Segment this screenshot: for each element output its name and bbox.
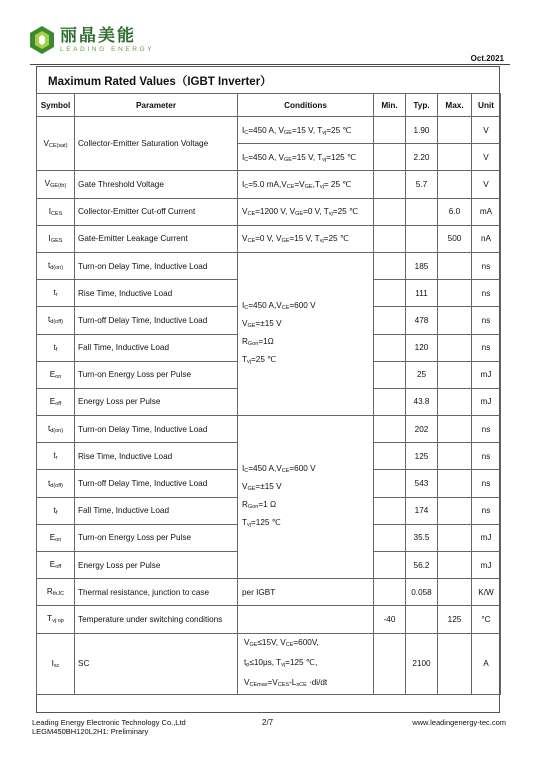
footer-left [32,718,186,736]
symbol-cell: $R_{thJC}$ [37,579,75,606]
symbol-cell: $I_{sc}$ [37,633,75,694]
unit-cell: ns [472,280,501,307]
col-min: Min. [374,94,406,117]
cond-cell: $I_C=5.0$ $mA,V_{CE}=V_{GE},T_{vj}= 25$ ℃ [238,171,374,198]
param-cell: Fall Time, Inductive Load [75,334,238,361]
cond-cell: $V_{GE}\le 15V$, $V_{CE}=600V$, $t_p\le 10\mu s$, $T_{vj}=125$ ℃, $V_{CEmax}=V_{CES}-L_{sCE} \cdot di/dt$ [238,633,374,694]
symbol-cell: $T_{vj op}$ [37,606,75,633]
table-row [37,416,501,443]
table-row [37,225,501,252]
typ-cell: 185 [406,252,438,279]
document-date: Oct.2021 [470,54,504,63]
logo-cn-text: 丽晶美能 [60,25,136,45]
unit-cell: A [472,633,501,694]
unit-cell: mJ [472,552,501,579]
cond-cell: $I_C=450$ $A,V_{CE}=600$ V $V_{GE}=\pm 15$ V $R_{Gon}=1$ Ω $T_{vj}=125$ ℃ [238,416,374,579]
max-cell: 500 [438,225,472,252]
page-number: 2/7 [262,718,274,727]
unit-cell: V [472,171,501,198]
col-typ: Typ. [406,94,438,117]
param-cell: Energy Loss per Pulse [75,552,238,579]
typ-cell: 35.5 [406,524,438,551]
footer-company: Leading Energy Electronic Technology Co.,Ltd [32,718,186,727]
company-logo [30,26,154,54]
unit-cell: ns [472,307,501,334]
table-row [37,579,501,606]
typ-cell: 0.058 [406,579,438,606]
unit-cell: K/W [472,579,501,606]
symbol-cell: $t_{d(on)}$ [37,416,75,443]
typ-cell: 543 [406,470,438,497]
unit-cell: ns [472,443,501,470]
table-row [37,198,501,225]
footer-part: LEGM450BH120L2H1: Preliminary [32,727,149,736]
symbol-cell: $E_{on}$ [37,361,75,388]
logo-mark-icon [30,26,54,54]
param-cell: Temperature under switching conditions [75,606,238,633]
typ-cell: 43.8 [406,388,438,415]
unit-cell: mJ [472,361,501,388]
typ-cell: 2.20 [406,144,438,171]
param-cell: Turn-on Delay Time, Inductive Load [75,252,238,279]
footer-website: www.leadingenergy-tec.com [412,718,506,727]
symbol-cell: $I_{GES}$ [37,225,75,252]
col-unit: Unit [472,94,501,117]
param-cell: Rise Time, Inductive Load [75,443,238,470]
table-row [37,606,501,633]
table-row [37,171,501,198]
cond-cell: $V_{CE}=0$ V, $V_{GE}=15$ V, $T_{vj}=25$ ℃ [238,225,374,252]
unit-cell: ns [472,252,501,279]
table-header-row [37,94,501,117]
max-cell: 6.0 [438,198,472,225]
col-max: Max. [438,94,472,117]
typ-cell: 478 [406,307,438,334]
typ-cell: 120 [406,334,438,361]
unit-cell: ns [472,497,501,524]
cond-cell: $I_C=450$ $A,V_{CE}=600$ V $V_{GE}=\pm 15$ V $R_{Gon}=1\Omega$ $T_{vj}=25$ ℃ [238,252,374,415]
param-cell: Gate Threshold Voltage [75,171,238,198]
ratings-table [36,93,501,695]
unit-cell: mJ [472,524,501,551]
typ-cell: 1.90 [406,117,438,144]
symbol-cell: $t_f$ [37,334,75,361]
typ-cell: 56.2 [406,552,438,579]
symbol-cell: $E_{off}$ [37,552,75,579]
param-cell: Turn-on Delay Time, Inductive Load [75,416,238,443]
symbol-cell: $t_r$ [37,280,75,307]
cond-cell: $V_{CE}=1200$ V, $V_{GE}=0$ V, $T_{vj}=25$ ℃ [238,198,374,225]
param-cell: Turn-off Delay Time, Inductive Load [75,470,238,497]
cond-cell: $I_C=450$ A, $V_{GE}=15$ V, $T_{vj}=125$ ℃ [238,144,374,171]
unit-cell: mJ [472,388,501,415]
table-row [37,633,501,694]
typ-cell: 2100 [406,633,438,694]
param-cell: Energy Loss per Pulse [75,388,238,415]
section-title: Maximum Rated Values（IGBT Inverter） [48,76,272,88]
unit-cell: V [472,117,501,144]
param-cell: Collector-Emitter Saturation Voltage [75,117,238,171]
logo-en-text: LEADING ENERGY [60,45,155,53]
unit-cell: mA [472,198,501,225]
typ-cell: 202 [406,416,438,443]
symbol-cell: $t_{d(off)}$ [37,307,75,334]
unit-cell: ns [472,470,501,497]
col-conditions: Conditions [238,94,374,117]
table-row [37,252,501,279]
symbol-cell: $V_{CE(sat)}$ [37,117,75,171]
header-rule [30,64,510,65]
param-cell: Turn-off Delay Time, Inductive Load [75,307,238,334]
unit-cell: nA [472,225,501,252]
min-cell: -40 [374,606,406,633]
param-cell: Turn-on Energy Loss per Pulse [75,524,238,551]
typ-cell: 25 [406,361,438,388]
col-parameter: Parameter [75,94,238,117]
symbol-cell: $I_{CES}$ [37,198,75,225]
param-cell: Gate-Emitter Leakage Current [75,225,238,252]
symbol-cell: $t_{d(off)}$ [37,470,75,497]
unit-cell: ns [472,416,501,443]
col-symbol: Symbol [37,94,75,117]
symbol-cell: $t_{d(on)}$ [37,252,75,279]
max-cell: 125 [438,606,472,633]
typ-cell: 111 [406,280,438,307]
symbol-cell: $E_{on}$ [37,524,75,551]
param-cell: Turn-on Energy Loss per Pulse [75,361,238,388]
param-cell: Collector-Emitter Cut-off Current [75,198,238,225]
symbol-cell: $E_{off}$ [37,388,75,415]
unit-cell: V [472,144,501,171]
symbol-cell: $V_{GE(th)}$ [37,171,75,198]
param-cell: SC [75,633,238,694]
typ-cell: 5.7 [406,171,438,198]
symbol-cell: $t_f$ [37,497,75,524]
param-cell: Rise Time, Inductive Load [75,280,238,307]
cond-cell: per IGBT [238,579,374,606]
cond-cell: $I_C=450$ A, $V_{GE}=15$ V, $T_{vj}=25$ ℃ [238,117,374,144]
unit-cell: ns [472,334,501,361]
param-cell: Fall Time, Inductive Load [75,497,238,524]
unit-cell: °C [472,606,501,633]
typ-cell: 174 [406,497,438,524]
param-cell: Thermal resistance, junction to case [75,579,238,606]
table-row [37,117,501,144]
symbol-cell: $t_r$ [37,443,75,470]
typ-cell: 125 [406,443,438,470]
